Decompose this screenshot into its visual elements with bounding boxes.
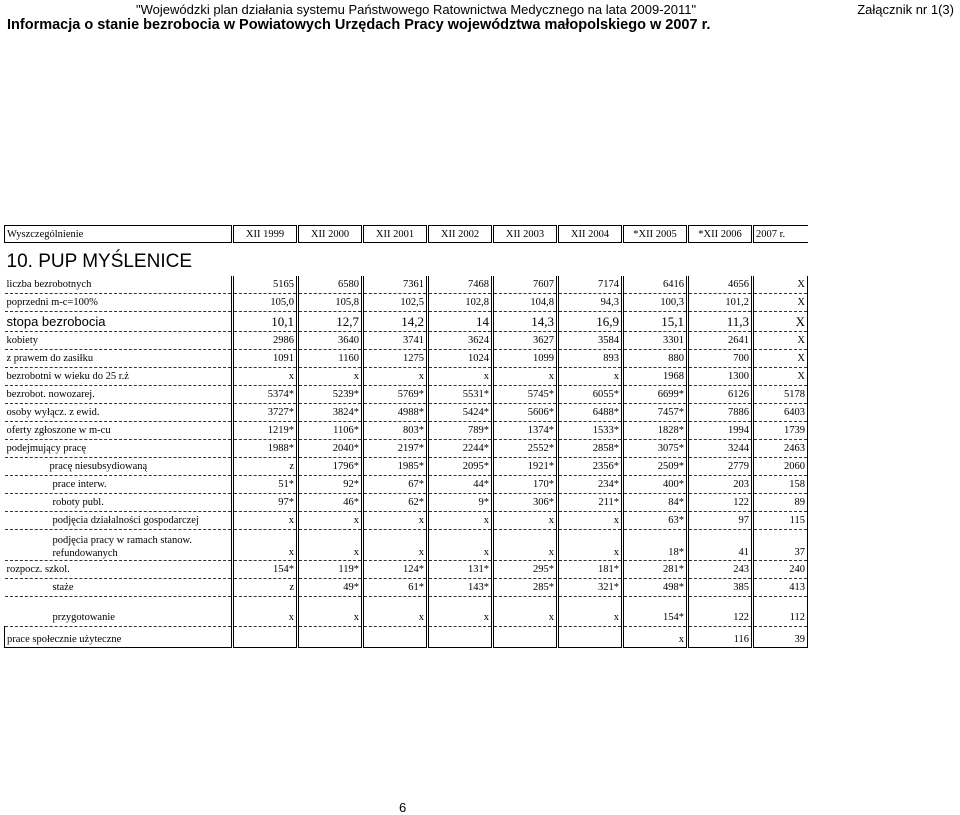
table-row: [5, 458, 808, 476]
table-cell: x: [558, 609, 623, 627]
table-cell: 9*: [428, 494, 493, 512]
unemployment-table: [4, 225, 808, 648]
table-cell: [428, 627, 493, 648]
row-label: staże: [5, 579, 233, 597]
table-cell: 124*: [363, 561, 428, 579]
table-cell: 1374*: [493, 422, 558, 440]
table-cell: 789*: [428, 422, 493, 440]
table-cell: x: [558, 530, 623, 561]
table-cell: 3741: [363, 332, 428, 350]
table-cell: 243: [688, 561, 753, 579]
row-label: prace społecznie użyteczne: [5, 627, 233, 648]
table-cell: 51*: [233, 476, 298, 494]
table-cell: 1828*: [623, 422, 688, 440]
table-cell: x: [233, 530, 298, 561]
table-cell: 84*: [623, 494, 688, 512]
table-cell: 116: [688, 627, 753, 648]
table-cell: x: [493, 530, 558, 561]
table-cell: x: [623, 627, 688, 648]
table-cell: 2356*: [558, 458, 623, 476]
table-row: [5, 530, 808, 561]
row-label: prace interw.: [5, 476, 233, 494]
table-cell: 385: [688, 579, 753, 597]
table-cell: 92*: [298, 476, 363, 494]
table-cell: 158: [753, 476, 808, 494]
table-cell: 5239*: [298, 386, 363, 404]
table-cell: 170*: [493, 476, 558, 494]
table-cell: X: [753, 368, 808, 386]
table-cell: 211*: [558, 494, 623, 512]
table-cell: 6488*: [558, 404, 623, 422]
table-cell: 2509*: [623, 458, 688, 476]
table-cell: 105,8: [298, 294, 363, 312]
table-cell: 203: [688, 476, 753, 494]
table-cell: 5769*: [363, 386, 428, 404]
row-label: kobiety: [5, 332, 233, 350]
table-cell: x: [428, 609, 493, 627]
table-cell: 6699*: [623, 386, 688, 404]
table-cell: 67*: [363, 476, 428, 494]
table-cell: X: [753, 332, 808, 350]
table-cell: 7886: [688, 404, 753, 422]
table-cell: 321*: [558, 579, 623, 597]
table-cell: 7174: [558, 276, 623, 294]
table-cell: 97: [688, 512, 753, 530]
table-cell: X: [753, 350, 808, 368]
table-cell: X: [753, 276, 808, 294]
table-cell: 400*: [623, 476, 688, 494]
table-cell: 2641: [688, 332, 753, 350]
table-cell: 112: [753, 609, 808, 627]
table-cell: 3627: [493, 332, 558, 350]
table-cell: 2463: [753, 440, 808, 458]
table-cell: 6055*: [558, 386, 623, 404]
table-cell: 46*: [298, 494, 363, 512]
table-cell: 7457*: [623, 404, 688, 422]
table-cell: 2095*: [428, 458, 493, 476]
table-cell: 181*: [558, 561, 623, 579]
table-cell: x: [363, 512, 428, 530]
table-cell: 1106*: [298, 422, 363, 440]
table-cell: 6126: [688, 386, 753, 404]
page-number: 6: [399, 800, 407, 815]
table-cell: 4988*: [363, 404, 428, 422]
table-cell: 100,3: [623, 294, 688, 312]
table-cell: 3584: [558, 332, 623, 350]
row-label: przygotowanie: [5, 609, 233, 627]
table-cell: 413: [753, 579, 808, 597]
table-cell: 5165: [233, 276, 298, 294]
table-cell: x: [233, 512, 298, 530]
table-cell: 5374*: [233, 386, 298, 404]
table-row: [5, 512, 808, 530]
table-cell: 2552*: [493, 440, 558, 458]
table-cell: 18*: [623, 530, 688, 561]
table-cell: 7361: [363, 276, 428, 294]
table-cell: 1099: [493, 350, 558, 368]
column-header: XII 1999: [233, 226, 298, 243]
table-cell: 295*: [493, 561, 558, 579]
table-cell: 94,3: [558, 294, 623, 312]
table-cell: 14,3: [493, 312, 558, 332]
table-cell: x: [558, 512, 623, 530]
table-cell: 1219*: [233, 422, 298, 440]
section-row: [5, 248, 808, 276]
column-header: Wyszczególnienie: [5, 226, 233, 243]
table-cell: [558, 627, 623, 648]
page-title: Informacja o stanie bezrobocia w Powiatowych Urzędach Pracy województwa małopolskiego w 2007 r.: [7, 17, 711, 33]
table-cell: 122: [688, 494, 753, 512]
table-cell: 3624: [428, 332, 493, 350]
row-label: pracę niesubsydiowaną: [5, 458, 233, 476]
table-cell: 1739: [753, 422, 808, 440]
table-cell: x: [233, 609, 298, 627]
table-row: [5, 404, 808, 422]
table-cell: 4656: [688, 276, 753, 294]
column-header: XII 2003: [493, 226, 558, 243]
row-label: podejmujący pracę: [5, 440, 233, 458]
table-cell: 1968: [623, 368, 688, 386]
table-cell: 16,9: [558, 312, 623, 332]
table-cell: 101,2: [688, 294, 753, 312]
table-cell: 5424*: [428, 404, 493, 422]
table-cell: 306*: [493, 494, 558, 512]
table-cell: 893: [558, 350, 623, 368]
table-row: [5, 609, 808, 627]
table-cell: 6580: [298, 276, 363, 294]
table-cell: 5531*: [428, 386, 493, 404]
table-cell: 104,8: [493, 294, 558, 312]
table-row: [5, 494, 808, 512]
row-label: z prawem do zasiłku: [5, 350, 233, 368]
table-row: [5, 476, 808, 494]
column-header: 2007 r.: [753, 226, 808, 243]
table-cell: 1921*: [493, 458, 558, 476]
table-row: [5, 368, 808, 386]
table-cell: 6403: [753, 404, 808, 422]
row-label: podjęcia pracy w ramach stanow. refundowanych: [5, 530, 233, 561]
table-cell: 14: [428, 312, 493, 332]
table-cell: 5745*: [493, 386, 558, 404]
table-cell: 122: [688, 609, 753, 627]
section-title: 10. PUP MYŚLENICE: [6, 251, 193, 272]
column-header: XII 2000: [298, 226, 363, 243]
table-cell: x: [428, 530, 493, 561]
table-cell: 105,0: [233, 294, 298, 312]
table-cell: 3301: [623, 332, 688, 350]
table-cell: 154*: [623, 609, 688, 627]
table-cell: 49*: [298, 579, 363, 597]
table-cell: [298, 627, 363, 648]
table-cell: x: [298, 530, 363, 561]
table-cell: 115: [753, 512, 808, 530]
row-label: podjęcia działalności gospodarczej: [5, 512, 233, 530]
table-cell: 102,5: [363, 294, 428, 312]
table-row: [5, 386, 808, 404]
table-cell: 61*: [363, 579, 428, 597]
table-cell: 63*: [623, 512, 688, 530]
table-cell: 498*: [623, 579, 688, 597]
table-cell: 44*: [428, 476, 493, 494]
table-cell: x: [493, 512, 558, 530]
table-row: [5, 294, 808, 312]
table-cell: 97*: [233, 494, 298, 512]
table-cell: 12,7: [298, 312, 363, 332]
table-cell: 2197*: [363, 440, 428, 458]
row-label: poprzedni m-c=100%: [5, 294, 233, 312]
document-subtitle: "Wojewódzki plan działania systemu Państwowego Ratownictwa Medycznego na lata 2009-2011": [136, 2, 697, 17]
table-cell: 37: [753, 530, 808, 561]
table-cell: 1994: [688, 422, 753, 440]
table-row: [5, 350, 808, 368]
row-label: roboty publ.: [5, 494, 233, 512]
table-cell: 154*: [233, 561, 298, 579]
table-cell: 102,8: [428, 294, 493, 312]
table-cell: 39: [753, 627, 808, 648]
table-cell: x: [428, 368, 493, 386]
table-cell: 2779: [688, 458, 753, 476]
table-cell: x: [558, 368, 623, 386]
table-cell: 3075*: [623, 440, 688, 458]
table-cell: 700: [688, 350, 753, 368]
column-header: XII 2002: [428, 226, 493, 243]
table-cell: 143*: [428, 579, 493, 597]
table-cell: 5178: [753, 386, 808, 404]
table-cell: x: [428, 512, 493, 530]
table-cell: 62*: [363, 494, 428, 512]
table-cell: 3244: [688, 440, 753, 458]
table-cell: 14,2: [363, 312, 428, 332]
table-cell: 880: [623, 350, 688, 368]
table-cell: 1988*: [233, 440, 298, 458]
table-cell: 1275: [363, 350, 428, 368]
table-cell: 3727*: [233, 404, 298, 422]
table-cell: 1300: [688, 368, 753, 386]
header-row: [5, 226, 808, 243]
table-cell: 119*: [298, 561, 363, 579]
table-cell: 2244*: [428, 440, 493, 458]
table-cell: X: [753, 312, 808, 332]
table-cell: 5606*: [493, 404, 558, 422]
table-cell: 15,1: [623, 312, 688, 332]
table-row: [5, 276, 808, 294]
table-cell: 2040*: [298, 440, 363, 458]
table-cell: 1796*: [298, 458, 363, 476]
table-cell: x: [298, 368, 363, 386]
table-cell: 803*: [363, 422, 428, 440]
table-cell: 89: [753, 494, 808, 512]
table-cell: 240: [753, 561, 808, 579]
column-header: XII 2001: [363, 226, 428, 243]
table-cell: z: [233, 458, 298, 476]
table-cell: 10,1: [233, 312, 298, 332]
table-cell: 6416: [623, 276, 688, 294]
column-header: *XII 2006: [688, 226, 753, 243]
table-cell: x: [298, 609, 363, 627]
table-cell: 285*: [493, 579, 558, 597]
table-cell: x: [493, 368, 558, 386]
table-cell: 3824*: [298, 404, 363, 422]
row-label: oferty zgłoszone w m-cu: [5, 422, 233, 440]
table-cell: 2858*: [558, 440, 623, 458]
row-label: bezrobot. nowozarej.: [5, 386, 233, 404]
table-row: [5, 332, 808, 350]
table-cell: 281*: [623, 561, 688, 579]
table-cell: z: [233, 579, 298, 597]
table-cell: 1985*: [363, 458, 428, 476]
table-cell: 1091: [233, 350, 298, 368]
table-row: [5, 627, 808, 648]
table-cell: x: [363, 368, 428, 386]
table-cell: 1160: [298, 350, 363, 368]
table-cell: 41: [688, 530, 753, 561]
row-label: osoby wyłącz. z ewid.: [5, 404, 233, 422]
table-cell: 234*: [558, 476, 623, 494]
table-row: [5, 579, 808, 597]
column-header: *XII 2005: [623, 226, 688, 243]
table-row: [5, 312, 808, 332]
row-label: stopa bezrobocia: [5, 312, 233, 332]
table-cell: [493, 627, 558, 648]
table-cell: 7607: [493, 276, 558, 294]
table-cell: 3640: [298, 332, 363, 350]
table-cell: 2986: [233, 332, 298, 350]
table-row: [5, 422, 808, 440]
table-cell: 2060: [753, 458, 808, 476]
table-cell: 7468: [428, 276, 493, 294]
table-row: [5, 440, 808, 458]
column-header: XII 2004: [558, 226, 623, 243]
table-cell: x: [233, 368, 298, 386]
table-cell: [233, 627, 298, 648]
row-label: bezrobotni w wieku do 25 r.ż: [5, 368, 233, 386]
table-cell: x: [363, 530, 428, 561]
annex-label: Załącznik nr 1(3): [857, 2, 954, 17]
row-label: rozpocz. szkol.: [5, 561, 233, 579]
table-cell: x: [363, 609, 428, 627]
row-label: liczba bezrobotnych: [5, 276, 233, 294]
table-row: [5, 561, 808, 579]
table-cell: X: [753, 294, 808, 312]
table-cell: 131*: [428, 561, 493, 579]
table-cell: x: [493, 609, 558, 627]
table-cell: [363, 627, 428, 648]
table-cell: x: [298, 512, 363, 530]
table-cell: 1533*: [558, 422, 623, 440]
table-cell: 1024: [428, 350, 493, 368]
table-cell: 11,3: [688, 312, 753, 332]
